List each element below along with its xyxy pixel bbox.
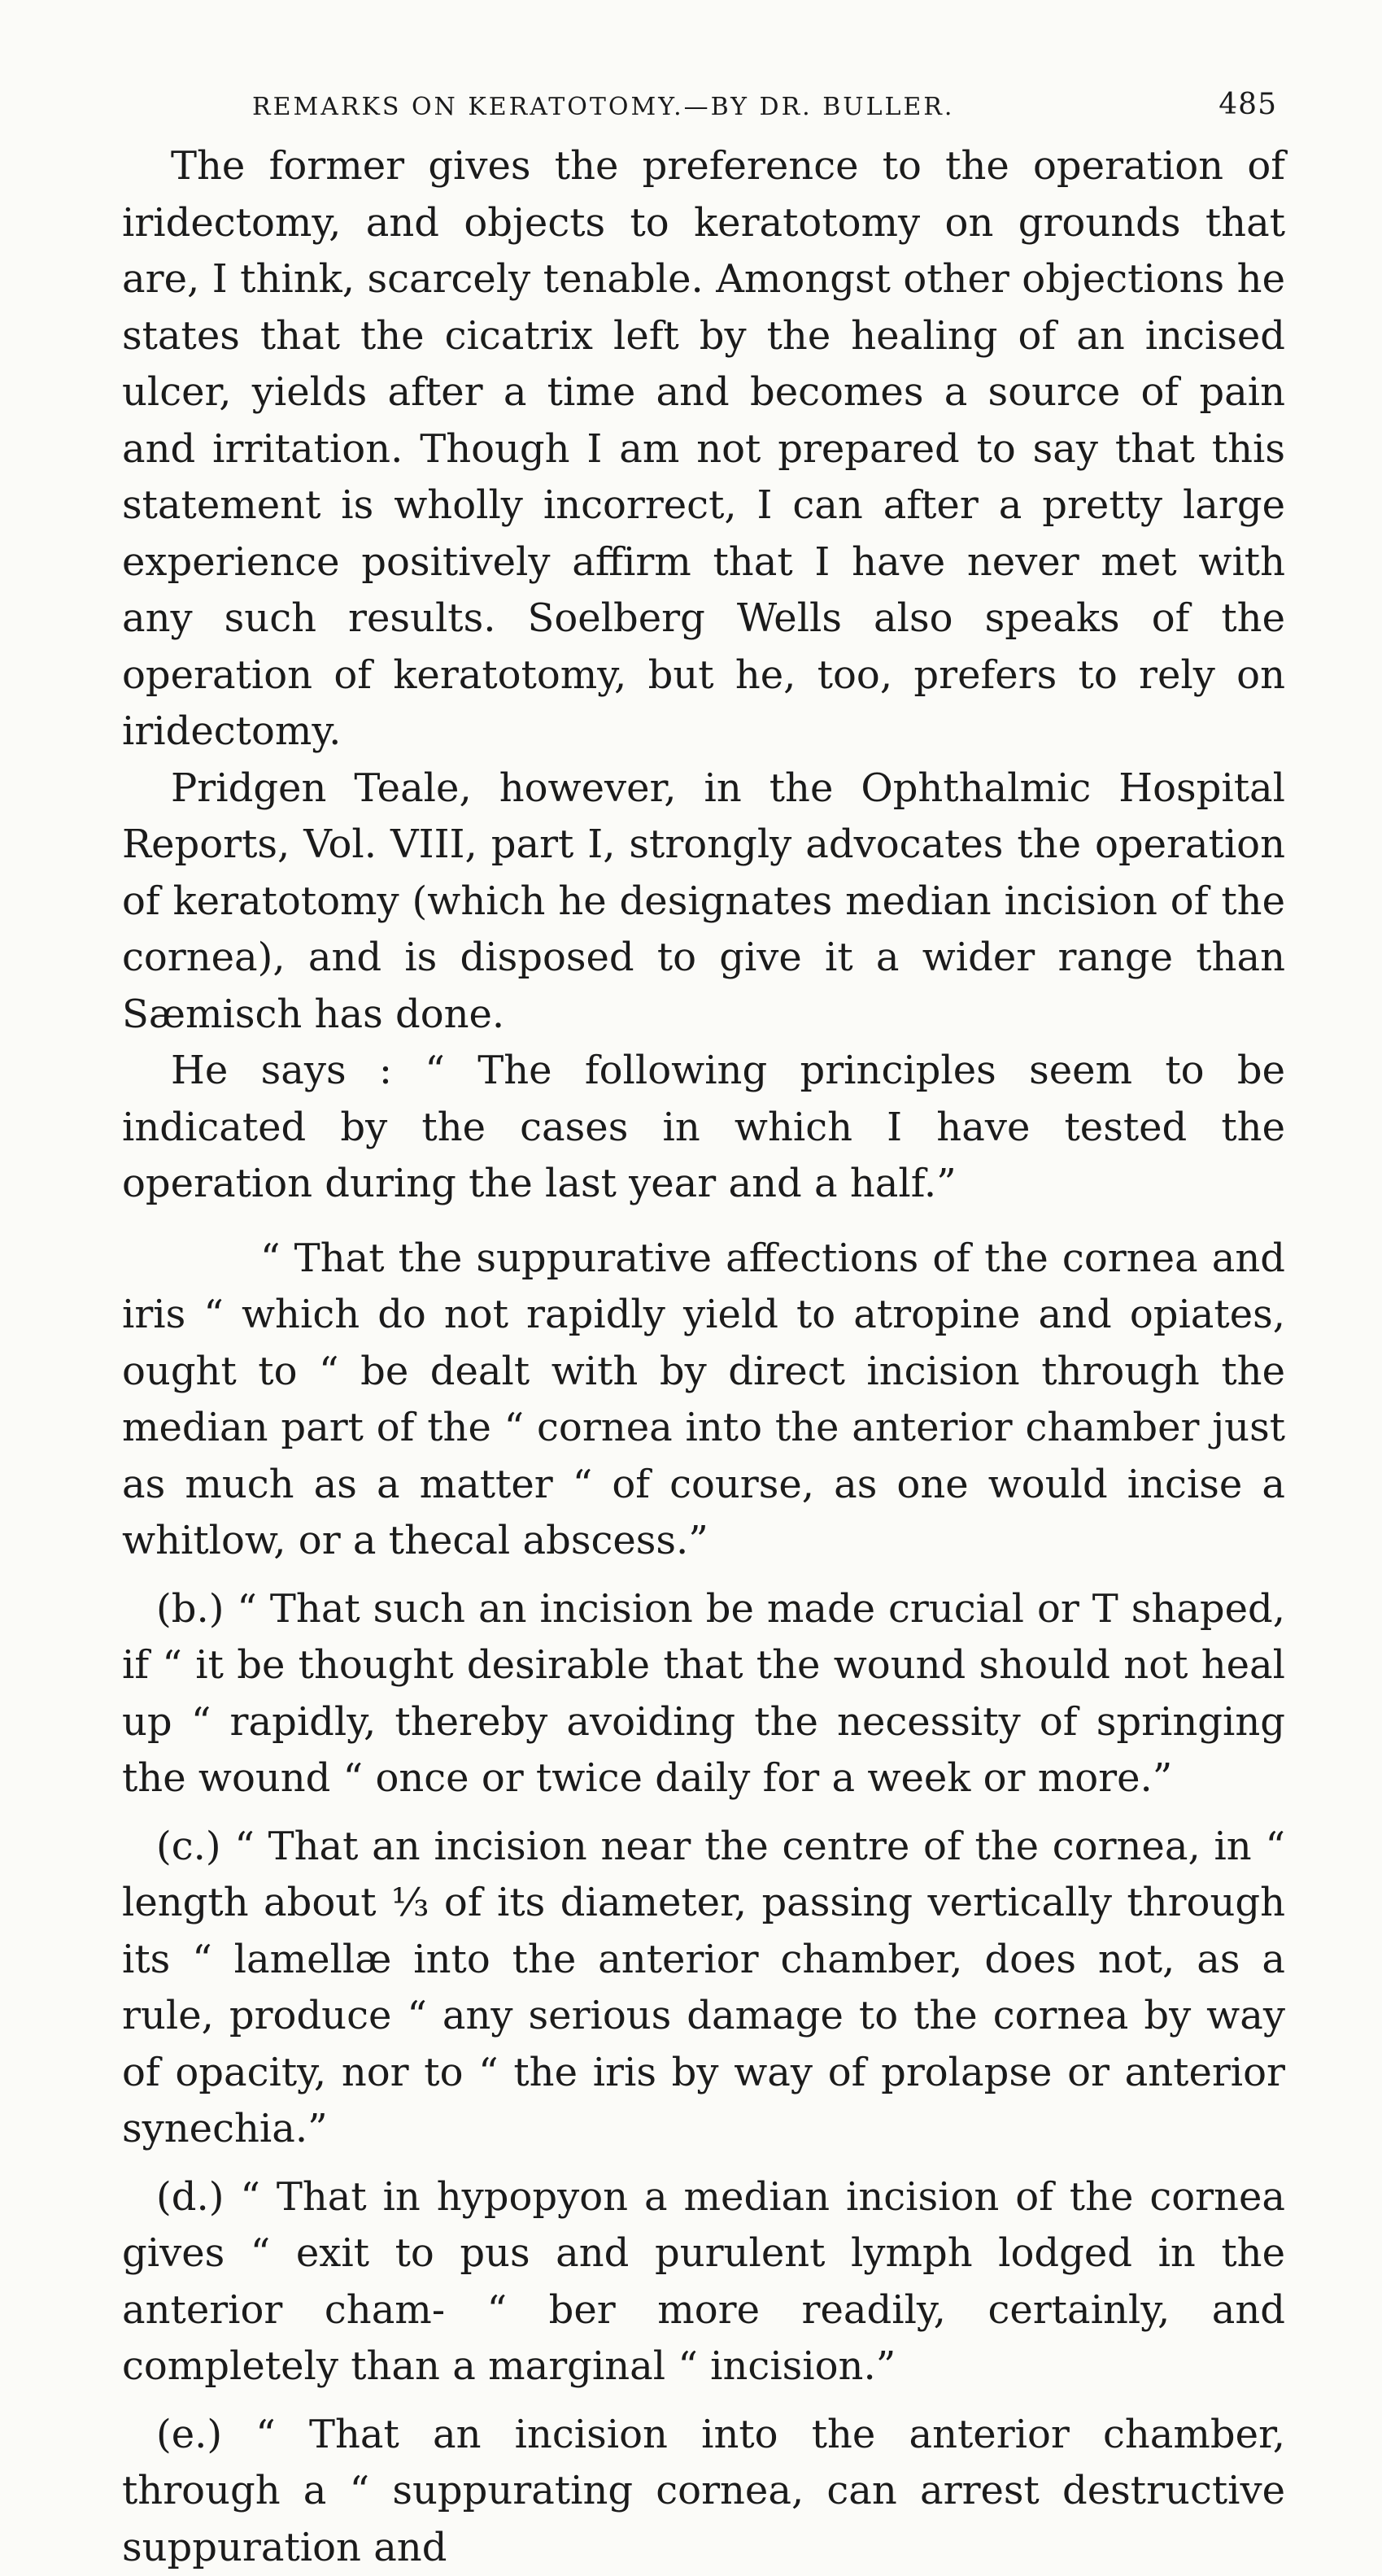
quote-d: (d.) “ That in hypopyon a median incision of the cornea gives “ exit to pus and purulent lymph lodged in the anterior cham- “ ber more readily, certainly, and completely than a marginal “ incision.” [122,2169,1285,2395]
page-number: 485 [1219,88,1277,121]
running-title: REMARKS ON KERATOTOMY.—BY DR. BULLER. [252,93,954,121]
paragraph-3: He says : “ The following principles seem to be indicated by the cases in which I have tested the operation during the last year and a half.” [122,1043,1285,1213]
running-header [122,81,1285,138]
quote-b: (b.) “ That such an incision be made crucial or T shaped, if “ it be thought desirable that the wound should not heal up “ rapidly, thereby avoiding the necessity of springing the wound “ once or twice daily for a week or more.” [122,1581,1285,1807]
book-page [122,81,1285,2245]
quote-a: “ That the suppurative affections of the cornea and iris “ which do not rapidly yield to atropine and opiates, ought to “ be dealt with by direct incision through the median part of the “ cornea into the anterior chamber just as much as a matter “ of course, as one would incise a whitlow, or a thecal abscess.” [122,1231,1285,1570]
paragraph-1: The former gives the preference to the operation of iridectomy, and objects to keratotomy on grounds that are, I think, scarcely tenable. Amongst other objections he states that the cicatrix left by the healing of an incised ulcer, yields after a time and becomes a source of pain and irritation. Though I am not prepared to say that this statement is wholly incorrect, I can after a pretty large experience positively affirm that I have never met with any such results. Soelberg Wells also speaks of the operation of keratotomy, but he, too, prefers to rely on iridectomy. [122,138,1285,761]
paragraph-2: Pridgen Teale, however, in the Ophthalmic Hospital Reports, Vol. VIII, part I, strongly advocates the operation of keratotomy (which he designates median incision of the cornea), and is disposed to give it a wider range than Sæmisch has done. [122,761,1285,1044]
quote-e: (e.) “ That an incision into the anterior chamber, through a “ suppurating cornea, can arrest destructive suppuration and [122,2407,1285,2576]
quote-c: (c.) “ That an incision near the centre of the cornea, in “ length about ⅓ of its diameter, passing vertically through its “ lamellæ into the anterior chamber, does not, as a rule, produce “ any serious damage to the cornea by way of opacity, nor to “ the iris by way of prolapse or anterior synechia.” [122,1819,1285,2158]
